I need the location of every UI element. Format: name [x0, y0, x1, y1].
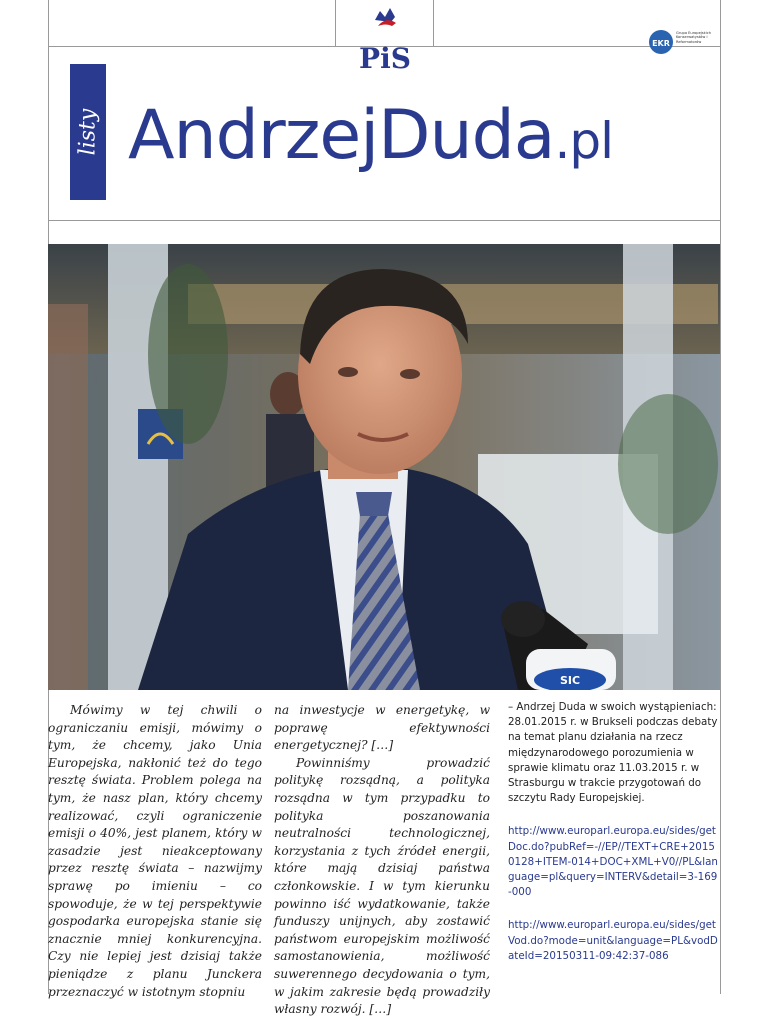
article-paragraph: na inwestycje w energetykę, w poprawę efektywności energetycznej? […]: [274, 703, 490, 753]
ekr-logo-caption: Grupa Europejskich Konserwatystów i Reformatorów: [676, 31, 712, 44]
microphone-label: SIC: [559, 674, 581, 687]
ekr-logo-text: EKR: [652, 39, 670, 48]
source-column: [508, 700, 718, 982]
source-caption: – Andrzej Duda w swoich wystąpieniach: 28.01.2015 r. w Brukseli podczas debaty na temat planu działania na rzecz międzynarodowego porozumienia w sprawie klimatu oraz 11.03.2015 r. w Strasburgu w trakcie przygotowań do szczytu Rady Europejskiej.: [508, 701, 718, 805]
article-column-1: [48, 702, 262, 1001]
source-link-2[interactable]: http://www.europarl.europa.eu/sides/getVod.do?mode=unit&language=PL&vodDateId=20150311-09:42:37-086: [508, 919, 718, 962]
header-divider-right: [433, 0, 434, 47]
article-photo: [48, 244, 720, 690]
pis-logo: [345, 6, 425, 76]
article-column-2: [274, 702, 490, 1019]
pis-logo-text: PiS: [359, 42, 411, 75]
brand-main: AndrzejDuda: [128, 96, 555, 175]
article-paragraph: Powinniśmy prowadzić politykę rozsądną, a polityka rozsądna w tym przypadku to polityka poszanowania neutralności technologicznej, korzystania z tych źródeł energii, które mają dzisiaj państwa członkowskie. I w tym kierunku powinno iść wydatkowanie, także funduszy unijnych, aby zostawić państwom europejskim możliwość samostanowienia, możliwość suwerennego decydowania o tym, w jakim zakresie będą prowadziły własny rozwój. […]: [274, 755, 490, 1017]
article-paragraph: Mówimy w tej chwili o ograniczaniu emisji, mówimy o tym, że chcemy, jako Unia Europejska, nakłonić też do tego resztę świata. Problem polega na tym, że nasz plan, który chcemy realizować, czyli ograniczenie emisji o 40%, jest planem, który w zasadzie jest nieakceptowany przez resztę świata – nazwijmy sprawę po imieniu – co spowoduje, że w tej perspektywie gospodarka europejska stanie się znacznie mniej konkurencyjna. Czy nie lepiej jest dzisiaj także pieniądze z planu Junckera przeznaczyć w istotnym stopniu: [48, 703, 262, 999]
header-bottom-rule: [48, 220, 720, 221]
page-right-edge: [720, 0, 721, 994]
header-divider-left: [335, 0, 336, 47]
site-brand: [128, 96, 613, 175]
ekr-logo: [648, 28, 718, 56]
section-tab-label: listy: [75, 108, 101, 156]
section-tab-listy: [70, 64, 106, 200]
brand-tld: .pl: [554, 112, 613, 170]
source-link-1[interactable]: http://www.europarl.europa.eu/sides/getDoc.do?pubRef=-//EP//TEXT+CRE+20150128+ITEM-014+DOC+XML+V0//PL&language=pl&query=INTERV&detail=3-169-000: [508, 825, 718, 899]
